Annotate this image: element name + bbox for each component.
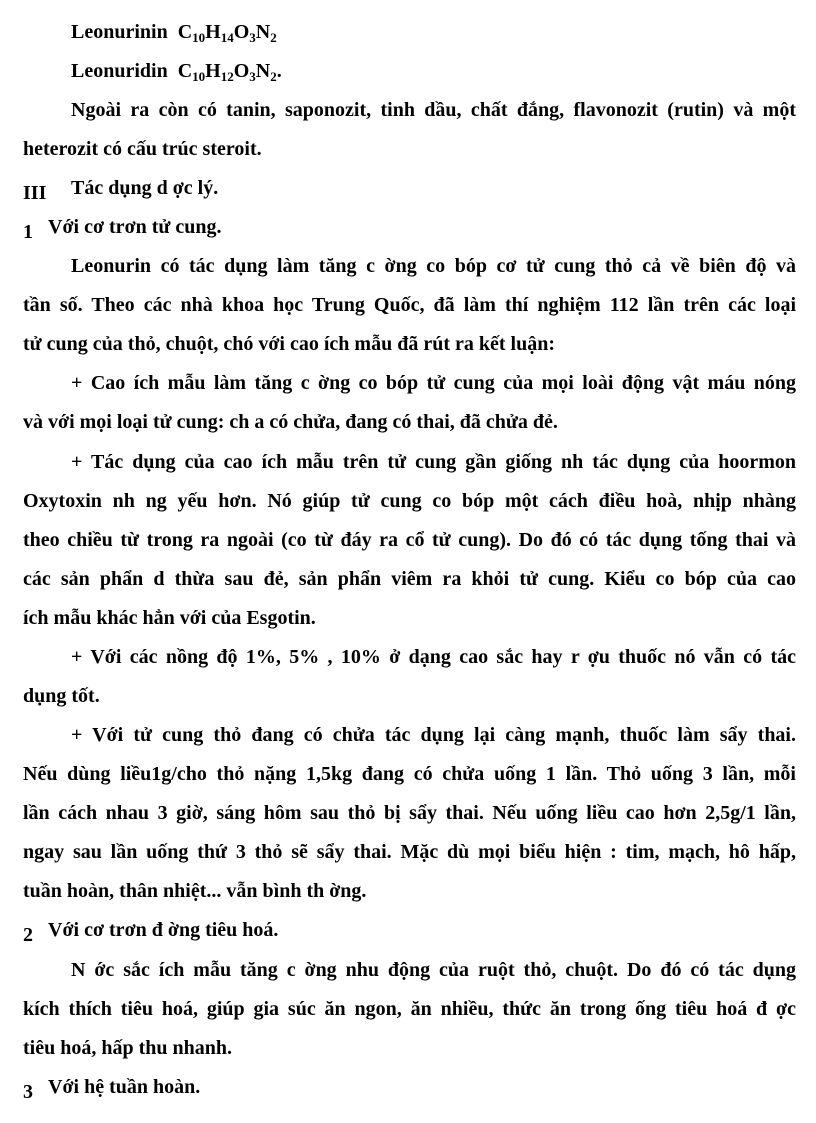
paragraph-line: các sản phẩn d thừa sau đẻ, sản phẩn viêm ra khỏi tử cung. Kiểu co bóp của cao: [23, 568, 796, 590]
subsection-heading: [23, 215, 796, 243]
subsection-heading: [23, 918, 796, 946]
subsection-title: Với cơ trơn đ ờng tiêu hoá.: [48, 919, 279, 941]
compound-name: Leonuridin: [71, 60, 168, 82]
paragraph-line: tần số. Theo các nhà khoa học Trung Quốc, đã làm thí nghiệm 112 lần trên các loại: [23, 294, 796, 316]
paragraph-line: tuần hoàn, thân nhiệt... vẫn bình th ờng.: [23, 880, 367, 902]
subsection-number: 3: [23, 1081, 33, 1103]
paragraph-line: tiêu hoá, hấp thu nhanh.: [23, 1037, 232, 1059]
subsection-title: Với hệ tuần hoàn.: [48, 1076, 201, 1098]
paragraph-line: heterozit có cấu trúc steroit.: [23, 138, 262, 160]
formula-leonurinin: [71, 20, 796, 44]
paragraph-line: ngay sau lần uống thứ 3 thỏ sẽ sẩy thai. Mặc dù mọi biểu hiện : tim, mạch, hô hấp,: [23, 841, 796, 863]
paragraph-line: theo chiều từ trong ra ngoài (co từ đáy ra cổ tử cung). Do đó có tác dụng tống thai và: [23, 529, 796, 551]
paragraph-line: và với mọi loại tử cung: ch a có chửa, đang có thai, đã chửa đẻ.: [23, 411, 558, 433]
paragraph-line: Nếu dùng liều1g/cho thỏ nặng 1,5kg đang có chửa uống 1 lần. Thỏ uống 3 lần, mỗi: [23, 763, 796, 785]
paragraph-line: Ngoài ra còn có tanin, saponozit, tinh dầu, chất đắng, flavonozit (rutin) và một: [71, 99, 796, 121]
paragraph-line: + Với tử cung thỏ đang có chửa tác dụng lại càng mạnh, thuốc làm sẩy thai.: [71, 724, 796, 746]
section-title: Tác dụng d ợc lý.: [71, 177, 219, 199]
paragraph-line: tử cung của thỏ, chuột, chó với cao ích mẫu đã rút ra kết luận:: [23, 333, 555, 355]
section-number: III: [23, 182, 47, 204]
subsection-number: 2: [23, 924, 33, 946]
paragraph-line: N ớc sắc ích mẫu tăng c ờng nhu động của ruột thỏ, chuột. Do đó có tác dụng: [71, 959, 796, 981]
paragraph-line: Oxytoxin nh ng yếu hơn. Nó giúp tử cung co bóp một cách điều hoà, nhịp nhàng: [23, 490, 796, 512]
subsection-heading: [23, 1075, 796, 1103]
chemical-formula: $C_{10}H_{14}O_3N_2$: [177, 21, 277, 45]
paragraph-line: + Cao ích mẫu làm tăng c ờng co bóp tử cung của mọi loài động vật máu nóng: [71, 372, 796, 394]
compound-name: Leonurinin: [71, 21, 168, 43]
section-heading: [23, 176, 796, 204]
subsection-title: Với cơ trơn tử cung.: [48, 216, 222, 238]
paragraph-line: lần cách nhau 3 giờ, sáng hôm sau thỏ bị sẩy thai. Nếu uống liều cao hơn 2,5g/1 lần,: [23, 802, 796, 824]
paragraph-line: + Với các nồng độ 1%, 5% , 10% ở dạng cao sắc hay r ợu thuốc nó vẫn có tác: [71, 646, 796, 668]
paragraph-line: Leonurin có tác dụng làm tăng c ờng co bóp cơ tử cung thỏ cả về biên độ và: [71, 255, 796, 277]
paragraph-line: kích thích tiêu hoá, giúp gia súc ăn ngon, ăn nhiều, thức ăn trong ống tiêu hoá đ ợc: [23, 998, 796, 1020]
chemical-formula: $C_{10}H_{12}O_3N_2$.: [177, 60, 282, 84]
paragraph-line: dụng tốt.: [23, 685, 100, 707]
subsection-number: 1: [23, 221, 33, 243]
formula-leonuridin: [71, 59, 796, 83]
paragraph-line: ích mẫu khác hẳn với của Esgotin.: [23, 607, 316, 629]
paragraph-line: + Tác dụng của cao ích mẫu trên tử cung gần giống nh tác dụng của hoormon: [71, 451, 796, 473]
